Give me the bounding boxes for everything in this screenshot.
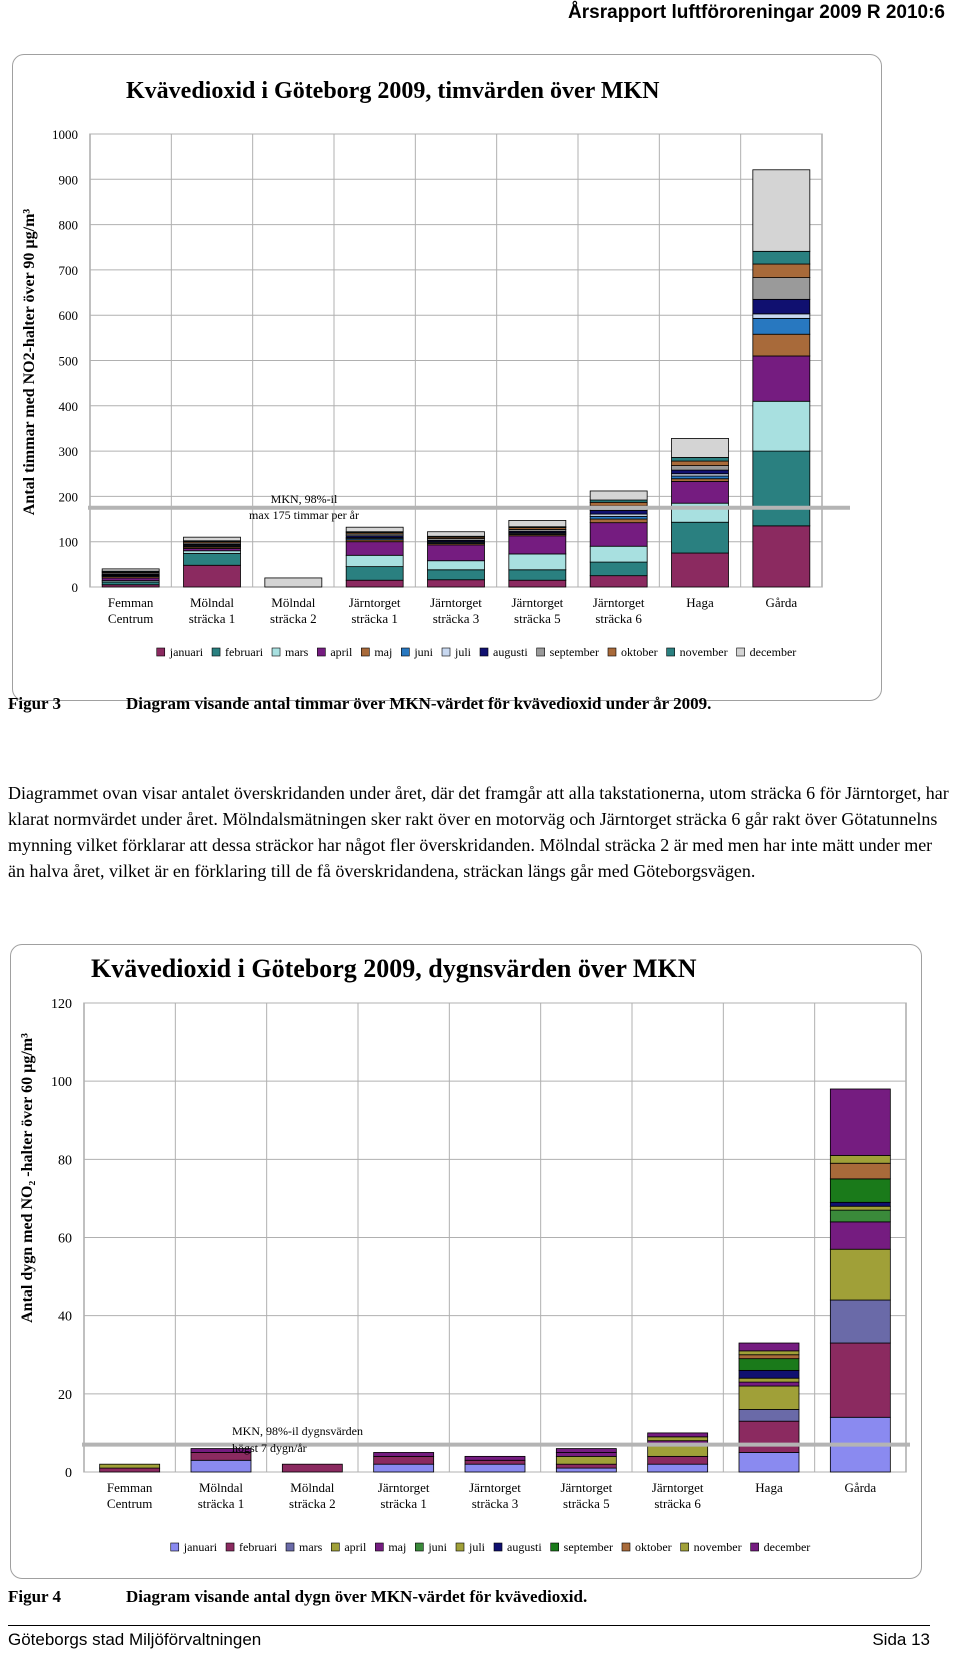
figure4-label: Figur 4 (8, 1587, 62, 1606)
chart2-bar-april (100, 1464, 160, 1468)
chart2-category-label: Järntorget (560, 1480, 613, 1495)
chart2-bar-februari (556, 1464, 616, 1468)
chart1-category-label: Centrum (107, 611, 154, 626)
chart1-ytick-label: 600 (58, 308, 78, 324)
chart2-category-label: Haga (755, 1480, 783, 1495)
body-paragraph: Diagrammet ovan visar antalet överskridanden under året, där det framgår att alla takstationerna, utom sträcka 6 för Järntorget, har klarat normvärdet under året. Mölndalsmätningen sker rakt över en motorväg och Järntorget sträcka 6 går rakt över Götatunnelns mynning vilket förklarar att dessa sträckor har något fler överskridanden. Mölndal sträcka 2 är med men har inte mätt under mer än halva året, vilket är en förklaring till de få överskridandena, sträckan längs går med Göteborgsvägen. (8, 783, 949, 881)
footer-rule (8, 1625, 930, 1626)
chart1-category-label: Järntorget (592, 595, 645, 610)
chart1-legend-label: april (330, 645, 353, 659)
chart2-legend-label: juni (428, 1540, 448, 1554)
chart2-bar-oktober (739, 1355, 799, 1359)
chart2-legend-swatch (331, 1543, 339, 1551)
chart2-bar-januari (556, 1468, 616, 1472)
chart2-legend-label: december (763, 1540, 811, 1554)
chart2-legend-label: april (344, 1540, 367, 1554)
chart2-bar-januari (465, 1464, 525, 1472)
chart2-bar-september (739, 1359, 799, 1371)
chart2-bar-februari (648, 1456, 708, 1464)
chart1-ytick-label: 900 (58, 172, 78, 188)
chart2-category-label: sträcka 5 (563, 1496, 610, 1511)
chart1-legend-label: november (679, 645, 728, 659)
chart2-ytick-label: 120 (51, 997, 72, 1012)
chart2-title: Kvävedioxid i Göteborg 2009, dygnsvärden över MKN (91, 954, 697, 983)
chart2-category-label: Centrum (106, 1496, 153, 1511)
chart1-title: Kvävedioxid i Göteborg 2009, timvärden över MKN (126, 78, 660, 104)
chart2-bar-juli (830, 1206, 890, 1210)
chart1-category-label: Mölndal (271, 595, 316, 610)
figure3-text: Diagram visande antal timmar över MKN-värdet för kvävedioxid under år 2009. (126, 694, 712, 713)
chart2-legend-swatch (622, 1543, 630, 1551)
chart2-bar-mars (830, 1300, 890, 1343)
chart2-bar-januari (374, 1464, 434, 1472)
chart1-category-label: Järntorget (430, 595, 482, 610)
chart1-legend-label: maj (374, 645, 393, 659)
chart2-bar-oktober (830, 1163, 890, 1179)
chart2-legend-label: februari (239, 1540, 278, 1554)
chart1-category-label: sträcka 2 (270, 611, 317, 626)
chart1-legend-label: oktober (620, 645, 658, 659)
chart1-category-label: sträcka 6 (595, 611, 642, 626)
chart2-bar-december (648, 1433, 708, 1437)
chart1-category-label: Femman (107, 595, 154, 610)
chart1-legend-label: januari (169, 645, 204, 659)
chart2-bar-januari (739, 1452, 799, 1472)
chart2-bar-juni (830, 1210, 890, 1222)
chart2-legend-label: maj (388, 1540, 407, 1554)
chart1-category-label: Järntorget (348, 595, 401, 610)
chart2-category-label: Mölndal (290, 1480, 335, 1495)
chart1-legend-label: februari (225, 645, 264, 659)
chart2-bar-februari (282, 1464, 342, 1472)
chart2-legend-label: mars (299, 1540, 323, 1554)
chart1-category-label: sträcka 3 (432, 611, 480, 626)
chart1-legend-label: september (549, 645, 599, 659)
figure4-text: Diagram visande antal dygn över MKN-värdet för kvävedioxid. (126, 1587, 588, 1606)
chart2-bar-november (648, 1437, 708, 1441)
chart2-category-label: sträcka 6 (654, 1496, 701, 1511)
chart2-bar-november (830, 1155, 890, 1163)
chart2-category-label: sträcka 1 (380, 1496, 427, 1511)
chart2-legend-label: september (563, 1540, 613, 1554)
figure3-label: Figur 3 (8, 694, 62, 713)
chart2-legend-label: november (693, 1540, 742, 1554)
chart2-bar-september (830, 1179, 890, 1202)
chart2-legend-swatch (551, 1543, 559, 1551)
chart2-category-label: Järntorget (377, 1480, 430, 1495)
chart1-ytick-label: 700 (58, 262, 78, 278)
chart1-ytick-label: 500 (58, 353, 78, 369)
chart2-legend-swatch (751, 1543, 759, 1551)
chart2-category-label: Järntorget (469, 1480, 521, 1495)
chart2-legend-swatch (494, 1543, 502, 1551)
chart2-threshold-label: MKN, 98%-il dygnsvärden (232, 1424, 363, 1438)
footer-organization: Göteborgs stad Miljöförvaltningen (8, 1630, 262, 1649)
chart2-bar-februari (739, 1421, 799, 1452)
chart2-ytick-label: 20 (58, 1387, 72, 1403)
chart2-category-label: sträcka 2 (289, 1496, 336, 1511)
chart2-threshold-label: högst 7 dygn/år (232, 1441, 307, 1455)
chart2-bar-maj (465, 1456, 525, 1460)
chart2-ytick-label: 100 (51, 1075, 72, 1091)
chart2-bar-augusti (830, 1202, 890, 1206)
chart1-ytick-label: 100 (58, 534, 78, 550)
chart2-ytick-label: 40 (58, 1309, 72, 1325)
chart2-legend-swatch (286, 1543, 294, 1551)
chart1-legend-label: juni (414, 645, 434, 659)
chart2-category-label: Järntorget (651, 1480, 704, 1495)
chart1-ytick-label: 200 (58, 489, 78, 505)
chart2-bar-maj (739, 1382, 799, 1386)
chart2-bar-juli (739, 1378, 799, 1382)
chart1-category-label: sträcka 1 (188, 611, 236, 626)
report-header-title: Årsrapport luftföroreningar 2009 R 2010:6 (568, 2, 945, 23)
chart2-bar-februari (830, 1343, 890, 1417)
chart2-bar-januari (191, 1460, 251, 1472)
chart2-ytick-label: 60 (58, 1231, 72, 1247)
chart1-y-axis-label: Antal timmar med NO2-halter över 90 µg/m³ (21, 208, 38, 516)
chart2-bar-maj (830, 1222, 890, 1249)
chart2-legend-swatch (375, 1543, 383, 1551)
chart2-bar-december (739, 1343, 799, 1351)
chart2-bar-december (830, 1089, 890, 1155)
chart2-category-label: Mölndal (198, 1480, 244, 1495)
chart2-bar-april (739, 1386, 799, 1409)
chart2-category-label: Gårda (844, 1480, 877, 1495)
chart2-bar-januari (648, 1464, 708, 1472)
chart2-bar-november (739, 1351, 799, 1355)
chart2-legend-label: januari (183, 1540, 218, 1554)
chart1-category-label: Gårda (765, 595, 798, 610)
chart2-legend-label: juli (469, 1540, 486, 1554)
chart2-bar-maj (556, 1452, 616, 1456)
chart2-bar-december (556, 1449, 616, 1453)
chart1-threshold-label: MKN, 98%-il (270, 492, 338, 506)
chart2-bar-augusti (739, 1370, 799, 1378)
chart2-bar-februari (100, 1468, 160, 1472)
chart2-legend-swatch (456, 1543, 464, 1551)
chart1-ytick-label: 0 (71, 580, 78, 595)
chart2-y-axis-label: Antal dygn med NO₂ -halter över 60 µg/m³ (19, 1033, 36, 1323)
chart2-bar-mars (739, 1409, 799, 1421)
chart1-legend-label: juli (455, 645, 472, 659)
chart1-category-label: Järntorget (511, 595, 564, 610)
chart2-legend-swatch (171, 1543, 179, 1551)
chart1-category-label: Mölndal (189, 595, 235, 610)
chart1-ytick-label: 400 (58, 398, 78, 414)
chart2-category-label: sträcka 1 (197, 1496, 245, 1511)
footer-page-number: Sida 13 (872, 1630, 930, 1649)
chart2-legend-swatch (226, 1543, 234, 1551)
chart2-legend-swatch (681, 1543, 689, 1551)
chart2-bar-maj (374, 1452, 434, 1456)
chart1-category-label: sträcka 5 (514, 611, 561, 626)
chart1-legend-label: augusti (493, 645, 528, 659)
chart2-bar-februari (465, 1460, 525, 1464)
chart1-legend-label: december (749, 645, 797, 659)
chart1-ytick-label: 1000 (52, 127, 78, 142)
chart1-ytick-label: 300 (58, 444, 78, 460)
figure4-caption (8, 1587, 587, 1607)
chart2-legend-label: oktober (634, 1540, 672, 1554)
chart2-ytick-label: 80 (58, 1153, 72, 1169)
chart1-threshold-label: max 175 timmar per år (249, 508, 359, 522)
chart2-bar-april (830, 1249, 890, 1300)
chart1-category-label: sträcka 1 (351, 611, 398, 626)
chart1-legend-label: mars (285, 645, 309, 659)
chart1-category-label: Haga (686, 595, 714, 610)
chart2-ytick-label: 0 (65, 1466, 72, 1481)
chart2-category-label: Femman (106, 1480, 153, 1495)
chart2-legend-label: augusti (507, 1540, 542, 1554)
chart2-legend-swatch (415, 1543, 423, 1551)
chart2-category-label: sträcka 3 (471, 1496, 519, 1511)
chart1-ytick-label: 800 (58, 217, 78, 233)
chart2-bar-februari (374, 1456, 434, 1464)
chart2-bar-april (556, 1456, 616, 1464)
